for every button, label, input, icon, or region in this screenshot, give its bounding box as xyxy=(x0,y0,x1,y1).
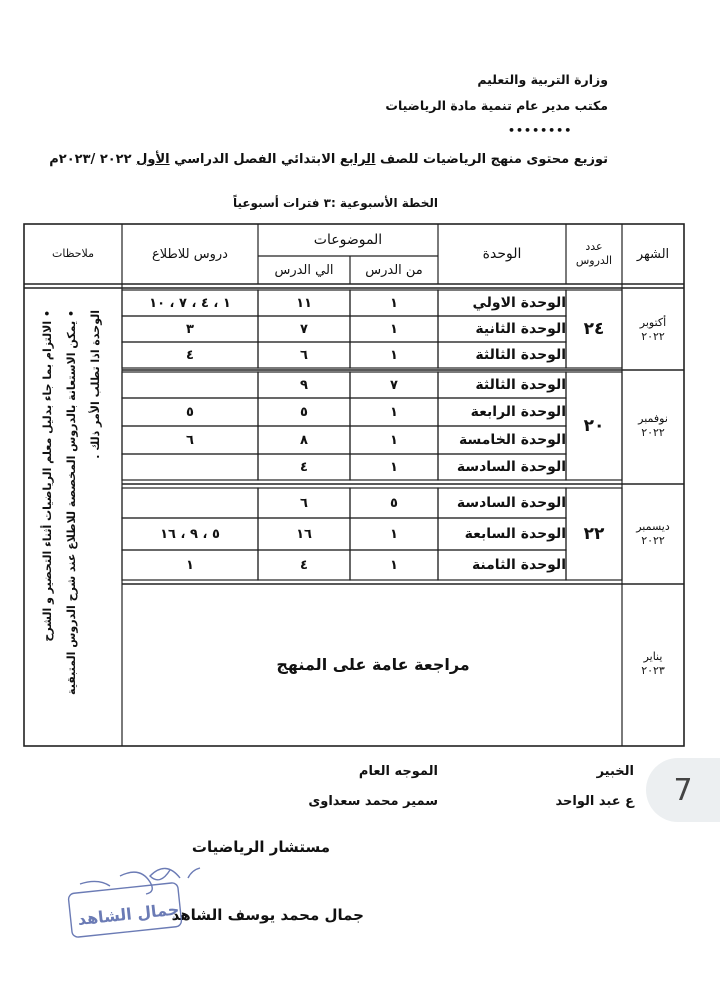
reading-cell: ٦ xyxy=(186,432,194,448)
weekly-plan: الخطة الأسبوعية :٣ فترات أسبوعياً xyxy=(232,196,438,210)
to-cell: ٦ xyxy=(300,347,308,363)
reading-cell: ١ xyxy=(186,557,194,573)
note-line: • يمكن الاستعانة بالدروس المخصصة للاطلاع عند شرح الدروس المتبقية xyxy=(65,310,78,695)
to-cell: ٨ xyxy=(300,432,308,448)
reading-cell: ١ ، ٤ ، ٧ ، ١٠ xyxy=(149,295,231,311)
month-december xyxy=(622,488,684,580)
reading-cell xyxy=(122,454,258,480)
from-cell: ١ xyxy=(390,404,398,420)
header-to-lesson: الي الدرس xyxy=(274,262,334,278)
general-supervisor-title: الموجه العام xyxy=(358,764,438,779)
from-cell: ١ xyxy=(390,459,398,475)
unit-cell: الوحدة السابعة xyxy=(464,526,566,542)
reading-cell xyxy=(122,372,258,398)
header-from-lesson: من الدرس xyxy=(365,262,423,278)
header-topics: الموضوعات xyxy=(313,232,383,248)
to-cell: ٩ xyxy=(300,377,308,393)
ministry-name: وزارة التربية والتعليم xyxy=(477,72,608,87)
stamp-signature-icon xyxy=(60,848,220,940)
month-november xyxy=(622,372,684,480)
expert-name: ع عبد الواحد xyxy=(555,794,634,809)
month-october xyxy=(622,290,684,370)
to-cell: ١٦ xyxy=(296,526,312,542)
unit-cell: الوحدة الثانية xyxy=(475,321,566,337)
to-cell: ٤ xyxy=(300,459,308,475)
unit-cell: الوحدة الخامسة xyxy=(459,432,566,448)
month-name: يناير xyxy=(643,650,663,663)
header-unit: الوحدة xyxy=(482,246,522,262)
from-cell: ٧ xyxy=(390,377,398,393)
to-cell: ٦ xyxy=(300,495,308,511)
advisor-title: مستشار الرياضيات xyxy=(191,838,330,856)
to-cell: ٤ xyxy=(300,557,308,573)
reading-cell: ٥ ، ٩ ، ١٦ xyxy=(160,526,220,542)
general-supervisor-name: سمير محمد سعداوى xyxy=(308,794,438,809)
month-year: ٢٠٢٢ xyxy=(641,534,665,547)
lessons-count-december: ٢٢ xyxy=(583,524,605,544)
to-cell: ٧ xyxy=(300,321,308,337)
header-notes: ملاحظات xyxy=(52,247,94,260)
unit-cell: الوحدة الثالثة xyxy=(475,347,566,363)
month-year: ٢٠٢٣ xyxy=(641,664,665,677)
month-name: أكتوبر xyxy=(639,316,667,329)
document-title: توزيع محتوى منهج الرياضيات للصف الرابع الابتدائي الفصل الدراسي الأول ٢٠٢٢ /٢٠٢٣م xyxy=(49,152,608,167)
page-number-badge[interactable]: 7 xyxy=(646,758,720,822)
advisor-name: جمال محمد يوسف الشاهد xyxy=(171,906,364,924)
unit-cell: الوحدة السادسة xyxy=(456,495,566,511)
stamp-text: جمال الشاهد xyxy=(76,899,181,929)
general-review: مراجعة عامة على المنهج xyxy=(276,654,470,674)
from-cell: ١ xyxy=(390,347,398,363)
note-line: الوحدة اذا تطلب الأمر ذلك . xyxy=(89,310,102,459)
month-name: ديسمبر xyxy=(636,520,670,533)
lessons-count-october: ٢٤ xyxy=(583,319,605,339)
separator-stars: •••••••• xyxy=(508,124,573,137)
month-year: ٢٠٢٢ xyxy=(641,426,665,439)
to-cell: ٥ xyxy=(300,404,308,420)
reading-cell: ٣ xyxy=(186,321,194,337)
notes-column xyxy=(24,310,120,740)
lessons-count-november: ٢٠ xyxy=(583,416,605,436)
unit-cell: الوحدة الاولي xyxy=(472,295,566,311)
month-name: نوفمبر xyxy=(638,412,668,425)
unit-cell: الوحدة الرابعة xyxy=(470,404,566,420)
unit-cell: الوحدة السادسة xyxy=(456,459,566,475)
from-cell: ١ xyxy=(390,295,398,311)
from-cell: ١ xyxy=(390,557,398,573)
unit-cell: الوحدة الثامنة xyxy=(471,557,566,573)
month-january xyxy=(622,584,684,744)
note-line: • الالتزام بما جاء بدليل معلم الرياضيات أثناء التحضير و الشرح xyxy=(41,310,54,642)
to-cell: ١١ xyxy=(296,295,312,311)
expert-title: الخبير xyxy=(596,764,634,779)
month-year: ٢٠٢٢ xyxy=(641,330,665,343)
from-cell: ٥ xyxy=(390,495,398,511)
office-name: مكتب مدير عام تنمية مادة الرياضيات xyxy=(385,98,608,113)
header-month: الشهر xyxy=(636,246,670,262)
from-cell: ١ xyxy=(390,321,398,337)
unit-cell: الوحدة الثالثة xyxy=(475,377,566,393)
reading-cell: ٥ xyxy=(186,404,194,420)
header-reading-lessons: دروس للاطلاع xyxy=(152,246,228,262)
from-cell: ١ xyxy=(390,526,398,542)
reading-cell: ٤ xyxy=(186,347,194,363)
header-lessons-count: عدد الدروس xyxy=(575,240,613,267)
reading-cell xyxy=(122,488,258,518)
from-cell: ١ xyxy=(390,432,398,448)
